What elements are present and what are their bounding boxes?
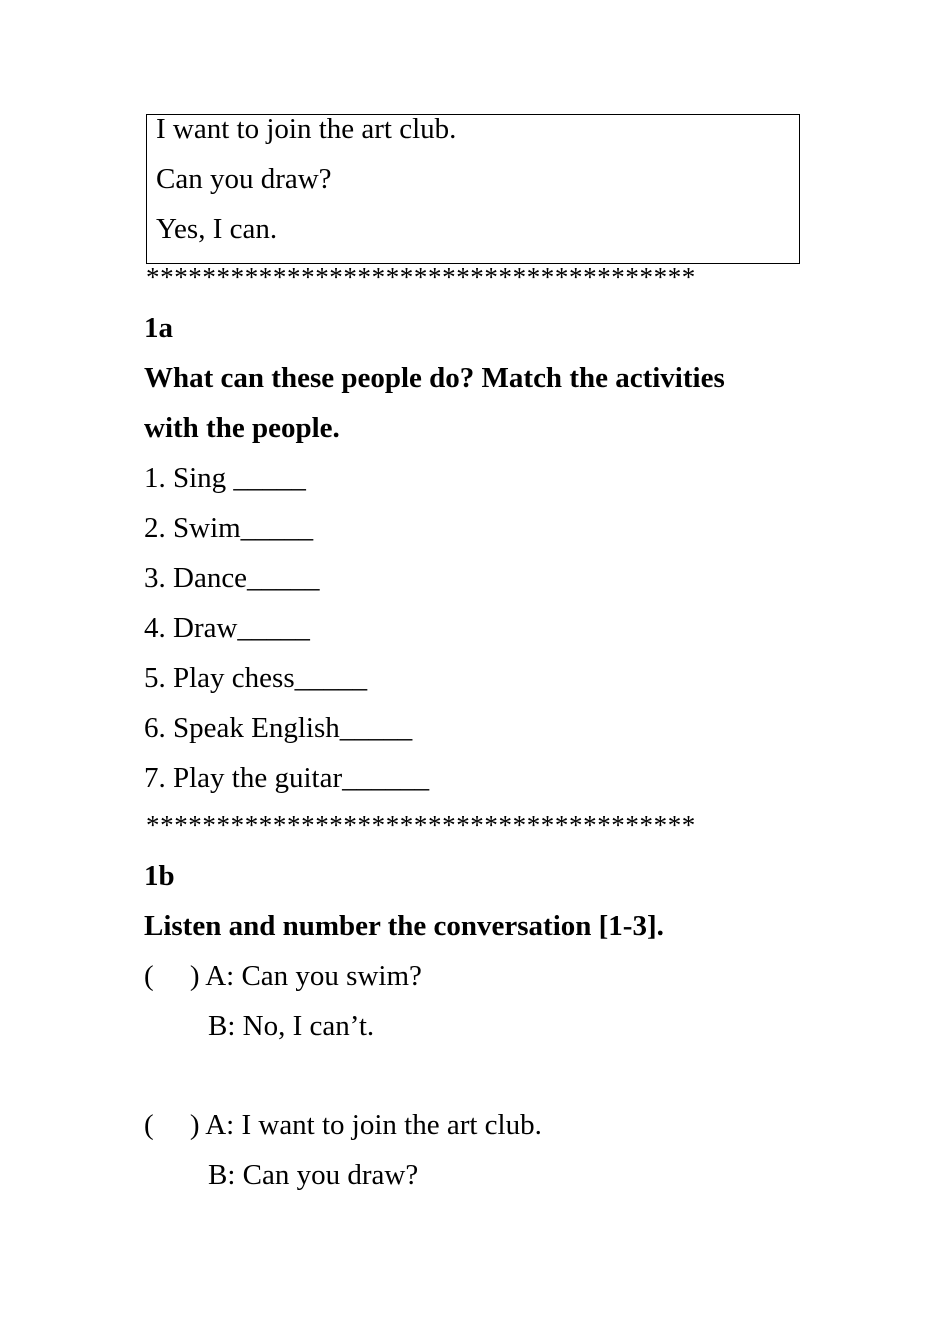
activity-item	[144, 561, 320, 595]
item-number: 6.	[144, 712, 166, 744]
section-heading-1a: 1a	[144, 312, 173, 344]
instruction-1a-line1: What can these people do? Match the activities	[144, 362, 725, 394]
activity-item	[144, 661, 367, 695]
conversation-line-a: ( ) A: Can you swim?	[144, 960, 422, 992]
activity-item	[144, 611, 310, 645]
divider: ***************************************	[146, 262, 696, 292]
item-text: Dance_____	[173, 562, 320, 594]
item-text: Play chess_____	[173, 662, 368, 694]
box-line: Can you draw?	[156, 163, 332, 195]
item-text: Draw_____	[173, 612, 310, 644]
item-number: 7.	[144, 762, 166, 794]
item-number: 4.	[144, 612, 166, 644]
item-text: Sing _____	[173, 462, 306, 494]
item-number: 3.	[144, 562, 166, 594]
item-text: Swim_____	[173, 512, 314, 544]
box-line: Yes, I can.	[156, 213, 278, 245]
item-number: 1.	[144, 462, 166, 494]
item-number: 5.	[144, 662, 166, 694]
instruction-1b: Listen and number the conversation [1-3].	[144, 910, 664, 942]
conversation-line-a: ( ) A: I want to join the art club.	[144, 1109, 542, 1141]
box-line: I want to join the art club.	[156, 113, 457, 145]
item-text: Play the guitar______	[173, 762, 430, 794]
dialogue-box	[146, 114, 800, 264]
instruction-1a-line2: with the people.	[144, 412, 340, 444]
divider: ***************************************	[146, 810, 696, 840]
section-heading-1b: 1b	[144, 860, 175, 892]
activity-item	[144, 711, 412, 745]
activity-item	[144, 461, 306, 495]
item-number: 2.	[144, 512, 166, 544]
item-text: Speak English_____	[173, 712, 413, 744]
conversation-line-b: B: Can you draw?	[208, 1159, 419, 1191]
activity-item	[144, 511, 313, 545]
activity-item	[144, 761, 429, 795]
conversation-line-b: B: No, I can’t.	[208, 1010, 375, 1042]
